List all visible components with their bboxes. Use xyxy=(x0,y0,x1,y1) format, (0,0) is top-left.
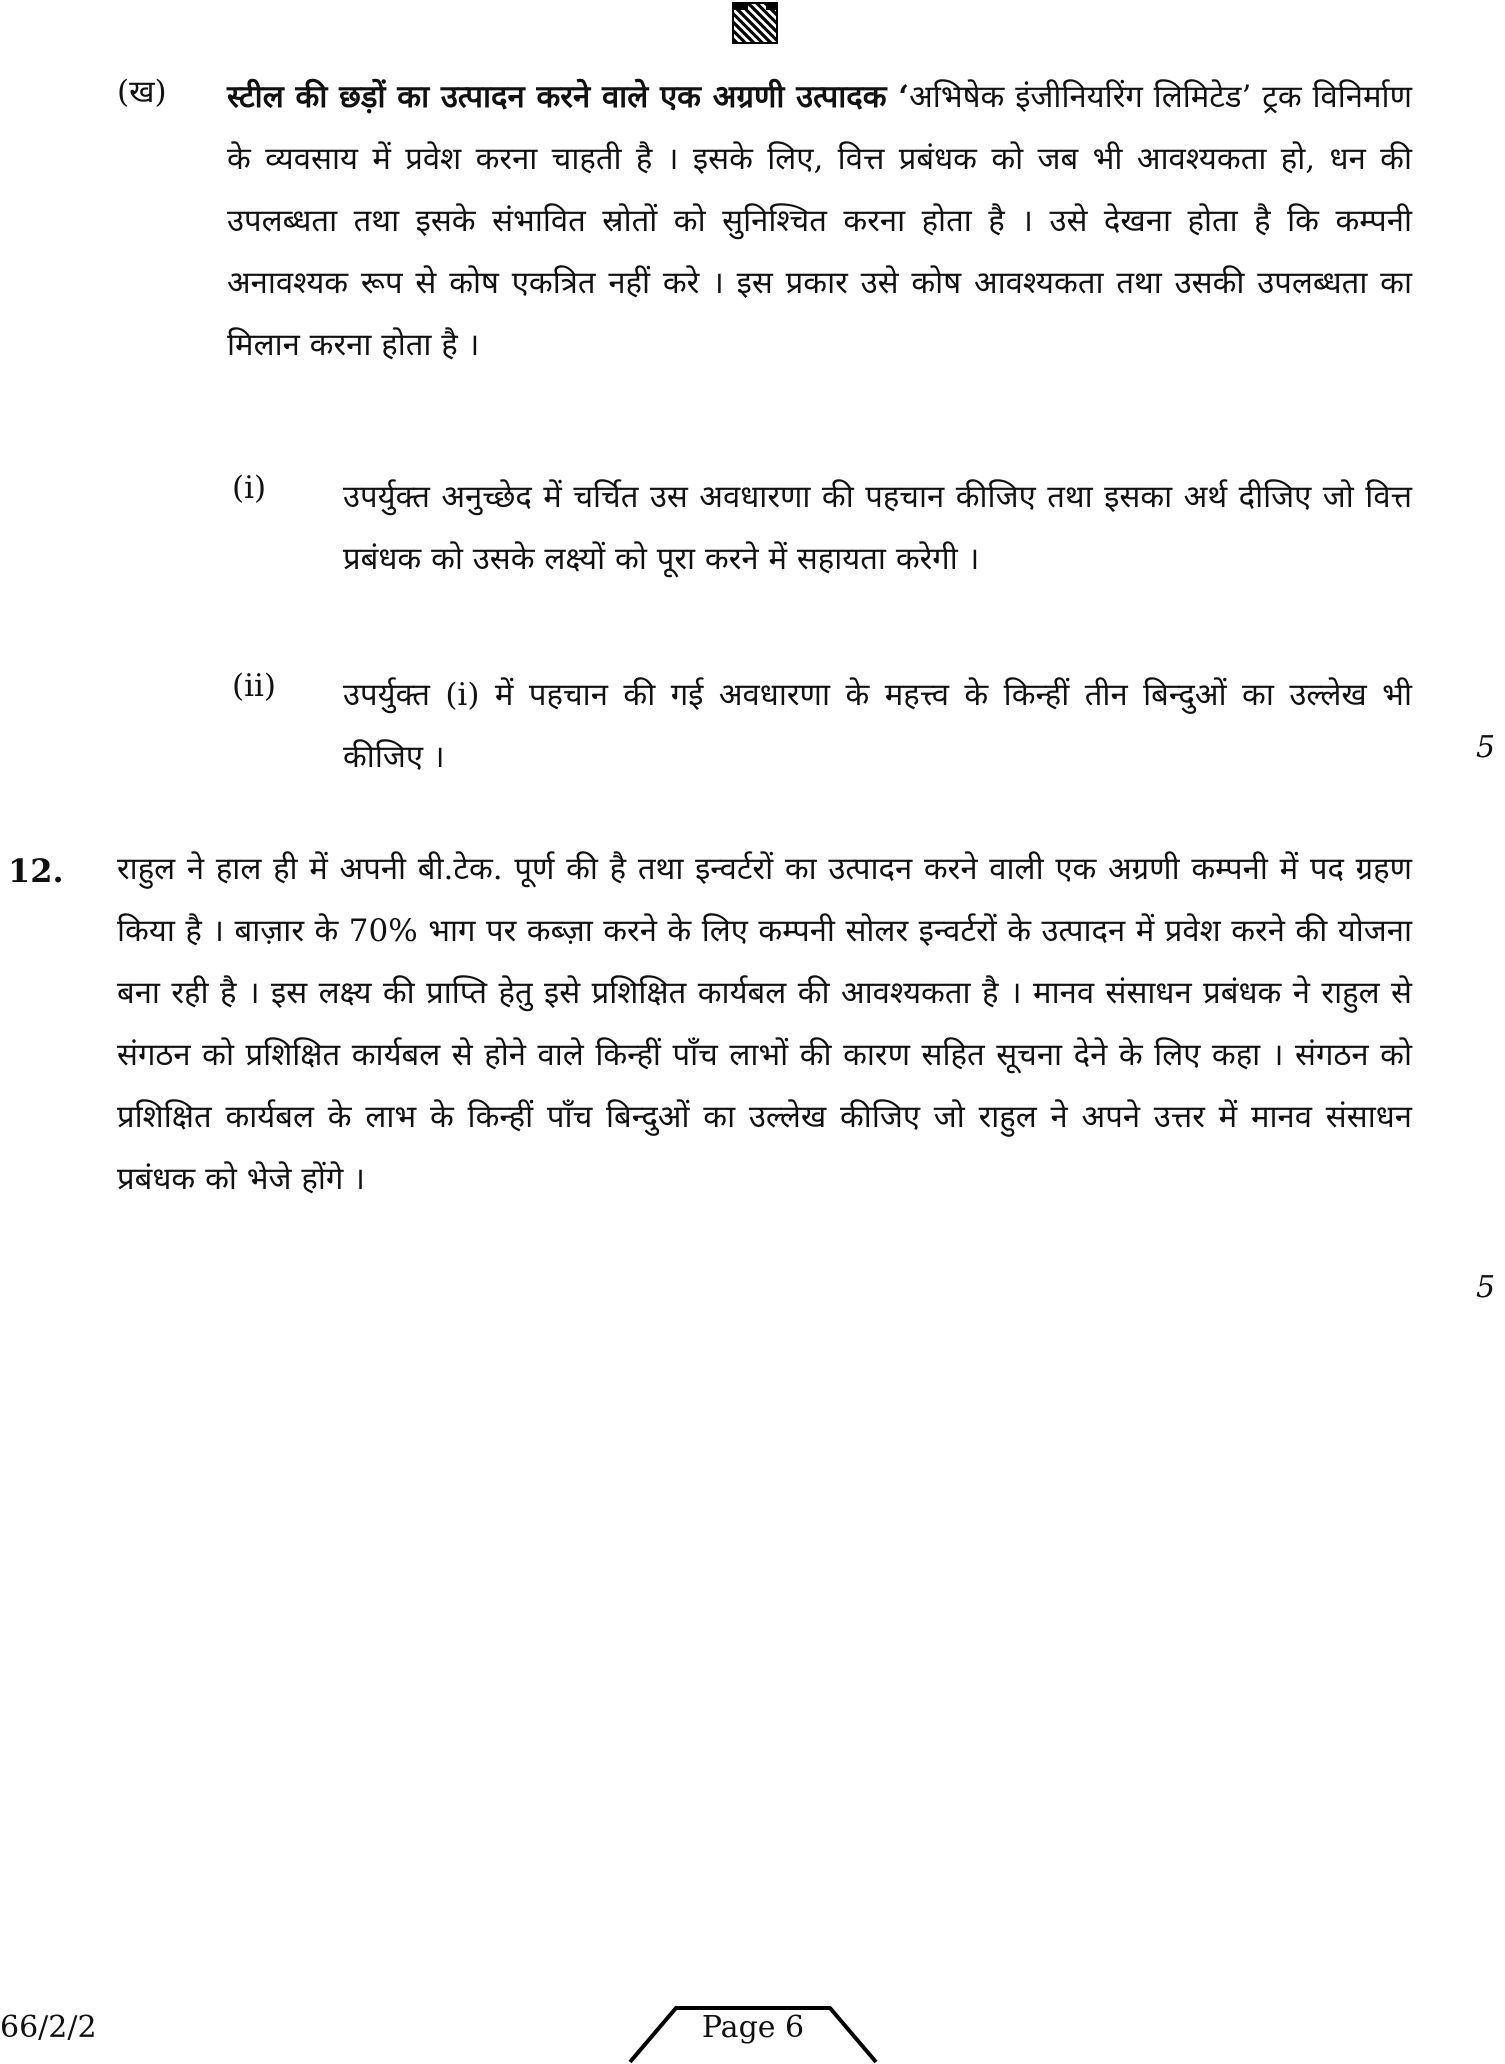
part-b-paragraph xyxy=(227,66,1412,376)
sub-question-label: (ii) xyxy=(232,668,277,704)
marks: 5 xyxy=(1476,730,1496,765)
part-b-text: अभिषेक इंजीनियरिंग लिमिटेड’ ट्रक विनिर्माण के व्यवसाय में प्रवेश करना चाहती है । इसके लिए, वित्त प्रबंधक को जब भी आवश्यकता हो, धन की उपलब्धता तथा इसके संभावित स्रोतों को सुनिश्चित करना होता है । उसे देखना होता है कि कम्पनी अनावश्यक रूप से कोष एकत्रित नहीं करे । इस प्रकार उसे कोष आवश्यकता तथा उसकी उपलब्धता का मिलान करना होता है । xyxy=(227,79,1412,363)
qr-code xyxy=(732,2,778,44)
part-label: (ख) xyxy=(117,74,167,110)
question-text: राहुल ने हाल ही में अपनी बी.टेक. पूर्ण की है तथा इन्वर्टरों का उत्पादन करने वाली एक अग्रणी कम्पनी में पद ग्रहण किया है । बाज़ार के 70% भाग पर कब्ज़ा करने के लिए कम्पनी सोलर इन्वर्टरों के उत्पादन में प्रवेश करने की योजना बना रही है । इस लक्ष्य की प्राप्ति हेतु इसे प्रशिक्षित कार्यबल की आवश्यकता है । मानव संसाधन प्रबंधक ने राहुल से संगठन को प्रशिक्षित कार्यबल से होने वाले किन्हीं पाँच लाभों की कारण सहित सूचना देने के लिए कहा । संगठन को प्रशिक्षित कार्यबल के लाभ के किन्हीं पाँच बिन्दुओं का उल्लेख कीजिए जो राहुल ने अपने उत्तर में मानव संसाधन प्रबंधक को भेजे होंगे । xyxy=(117,851,1412,1197)
sub-question-text: उपर्युक्त अनुच्छेद में चर्चित उस अवधारणा की पहचान कीजिए तथा इसका अर्थ दीजिए जो वित्त प्रबंधक को उसके लक्ष्यों को पूरा करने में सहायता करेगी । xyxy=(343,479,1412,577)
page-number: Page 6 xyxy=(701,2010,805,2045)
sub-question-label: (i) xyxy=(232,470,267,506)
question-number: 12. xyxy=(8,852,64,890)
marks: 5 xyxy=(1476,1270,1496,1305)
part-b-lead: स्टील की छड़ों का उत्पादन करने वाले एक अग्रणी उत्पादक ‘ xyxy=(227,79,910,115)
sub-question-text: उपर्युक्त (i) में पहचान की गई अवधारणा के महत्त्व के किन्हीं तीन बिन्दुओं का उल्लेख भी कीजिए । xyxy=(343,677,1412,775)
paper-code: 66/2/2 xyxy=(0,2010,97,2045)
page-number-box xyxy=(628,2004,878,2064)
